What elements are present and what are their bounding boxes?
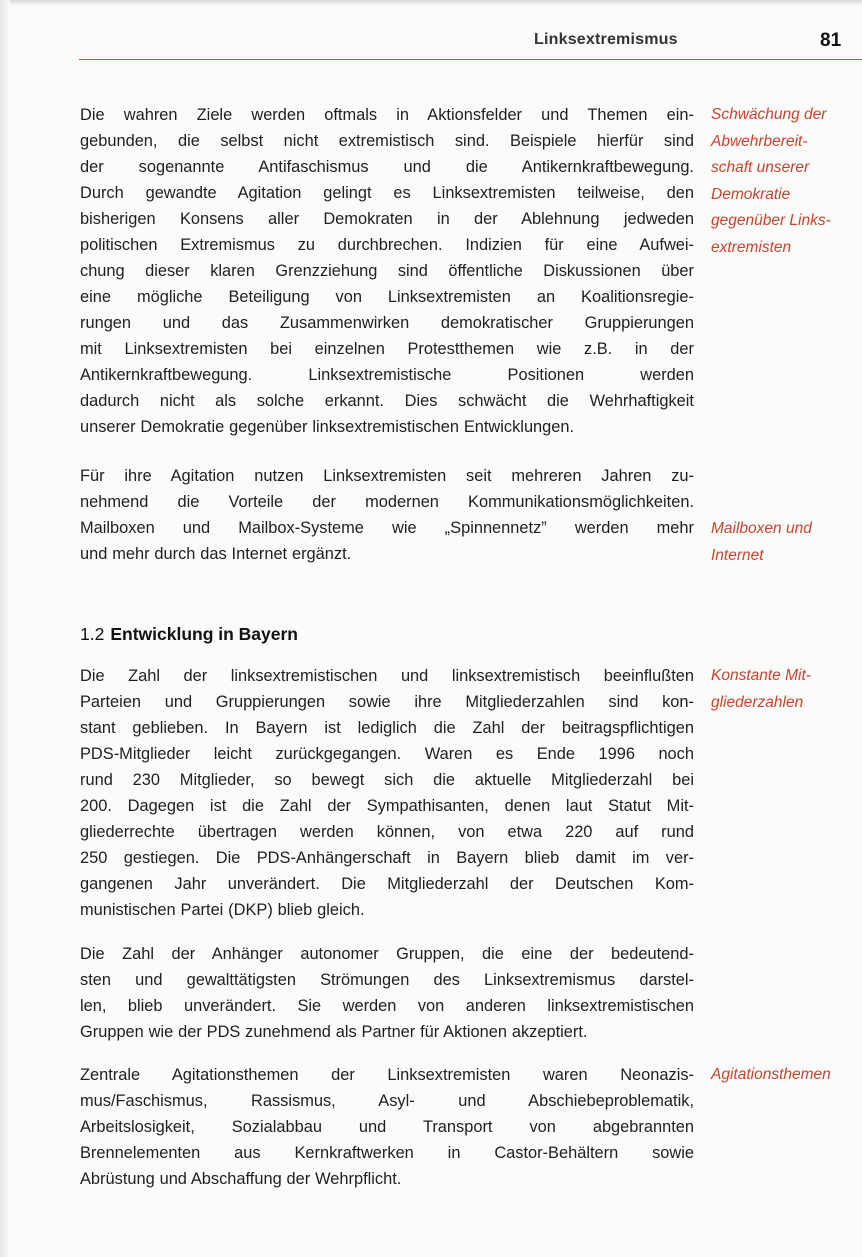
text-line: Die Zahl der linksextremistischen und linksextremistisch beeinflußten <box>80 667 694 685</box>
margin-note-line: Mailboxen und <box>711 520 812 537</box>
margin-note-line: Konstante Mit- <box>711 667 811 684</box>
margin-note-line: extremisten <box>711 238 792 256</box>
text-line: nehmend die Vorteile der modernen Kommunikationsmöglichkeiten. <box>80 493 694 511</box>
text-line: gliederrechte übertragen werden können, von etwa 220 auf rund <box>80 823 694 841</box>
margin-note-line: Abwehrbereit- <box>711 132 808 150</box>
text-line: dadurch nicht als solche erkannt. Dies schwächt die Wehrhaftigkeit <box>80 392 694 410</box>
text-line: Arbeitslosigkeit, Sozialabbau und Transport von abgebrannten <box>80 1118 694 1136</box>
page-number: 81 <box>820 30 842 51</box>
paragraph-3 <box>80 663 694 923</box>
text-line: bisherigen Konsens aller Demokraten in der Ablehnung jedweden <box>80 210 694 228</box>
text-line: 200. Dagegen ist die Zahl der Sympathisanten, denen laut Statut Mit- <box>80 797 694 815</box>
text-line: Für ihre Agitation nutzen Linksextremisten seit mehreren Jahren zu- <box>80 467 694 485</box>
text-line: Die Zahl der Anhänger autonomer Gruppen, die eine der bedeutend- <box>80 945 694 963</box>
text-line: Parteien und Gruppierungen sowie ihre Mitgliederzahlen sind kon- <box>80 693 694 711</box>
margin-note-line: Internet <box>711 546 764 564</box>
text-line: Antikernkraftbewegung. Linksextremistische Positionen werden <box>80 366 694 384</box>
paragraph-2 <box>80 463 694 567</box>
margin-note-line: gliederzahlen <box>711 693 804 711</box>
margin-note-2 <box>711 516 861 569</box>
margin-note-1 <box>711 102 861 261</box>
text-line: politischen Extremismus zu durchbrechen. Indizien für eine Aufwei- <box>80 236 694 254</box>
margin-note-line: Agitationsthemen <box>711 1066 831 1083</box>
text-line: und mehr durch das Internet ergänzt. <box>80 545 352 563</box>
text-line: eine mögliche Beteiligung von Linksextremisten an Koalitionsregie- <box>80 288 694 306</box>
margin-note-line: gegenüber Links- <box>711 212 831 229</box>
margin-note-line: schaft unserer <box>711 159 810 176</box>
text-line: stant geblieben. In Bayern ist lediglich die Zahl der beitragspflichtigen <box>80 719 694 737</box>
text-line: 250 gestiegen. Die PDS-Anhängerschaft in Bayern blieb damit im ver- <box>80 849 694 867</box>
text-line: Zentrale Agitationsthemen der Linksextremisten waren Neonazis- <box>80 1066 694 1084</box>
text-line: gebunden, die selbst nicht extremistisch sind. Beispiele hierfür sind <box>80 132 694 150</box>
text-line: der sogenannte Antifaschismus und die Antikernkraftbewegung. <box>80 158 694 176</box>
margin-note-4 <box>711 1062 861 1089</box>
text-line: sten und gewalttätigsten Strömungen des Linksextremismus darstel- <box>80 971 694 989</box>
section-number: 1.2 <box>80 624 105 644</box>
text-line: mit Linksextremisten bei einzelnen Protestthemen wie z.B. in der <box>80 340 694 358</box>
text-line: unserer Demokratie gegenüber linksextremistischen Entwicklungen. <box>80 418 575 436</box>
margin-note-line: Schwächung der <box>711 106 827 123</box>
text-line: munistischen Partei (DKP) blieb gleich. <box>80 901 365 919</box>
text-line: rund 230 Mitglieder, so bewegt sich die aktuelle Mitgliederzahl bei <box>80 771 694 789</box>
paragraph-5 <box>80 1062 694 1192</box>
page-left-shadow <box>0 0 10 1257</box>
text-line: rungen und das Zusammenwirken demokratischer Gruppierungen <box>80 314 694 332</box>
text-line: Abrüstung und Abschaffung der Wehrpflicht. <box>80 1170 402 1188</box>
margin-note-3 <box>711 663 861 716</box>
page-top-shadow <box>0 0 862 6</box>
text-line: PDS-Mitglieder leicht zurückgegangen. Waren es Ende 1996 noch <box>80 745 694 763</box>
text-line: len, blieb unverändert. Sie werden von anderen linksextremistischen <box>80 997 694 1015</box>
text-line: Gruppen wie der PDS zunehmend als Partner für Aktionen akzeptiert. <box>80 1023 588 1041</box>
text-line: mus/Faschismus, Rassismus, Asyl- und Abschiebeproblematik, <box>80 1092 694 1110</box>
running-header-title: Linksextremismus <box>534 31 678 48</box>
text-line: Durch gewandte Agitation gelingt es Linksextremisten teilweise, den <box>80 184 694 202</box>
text-line: gangenen Jahr unverändert. Die Mitgliederzahl der Deutschen Kom- <box>80 875 694 893</box>
paragraph-1 <box>80 102 694 440</box>
section-title: Entwicklung in Bayern <box>110 624 299 644</box>
section-heading <box>80 624 298 645</box>
margin-note-line: Demokratie <box>711 185 791 203</box>
text-line: Mailboxen und Mailbox-Systeme wie „Spinnennetz” werden mehr <box>80 519 694 537</box>
text-line: chung dieser klaren Grenzziehung sind öffentliche Diskussionen über <box>80 262 694 280</box>
header-rule <box>79 59 862 60</box>
paragraph-4 <box>80 941 694 1045</box>
text-line: Brennelementen aus Kernkraftwerken in Castor-Behältern sowie <box>80 1144 694 1162</box>
text-line: Die wahren Ziele werden oftmals in Aktionsfelder und Themen ein- <box>80 106 694 124</box>
